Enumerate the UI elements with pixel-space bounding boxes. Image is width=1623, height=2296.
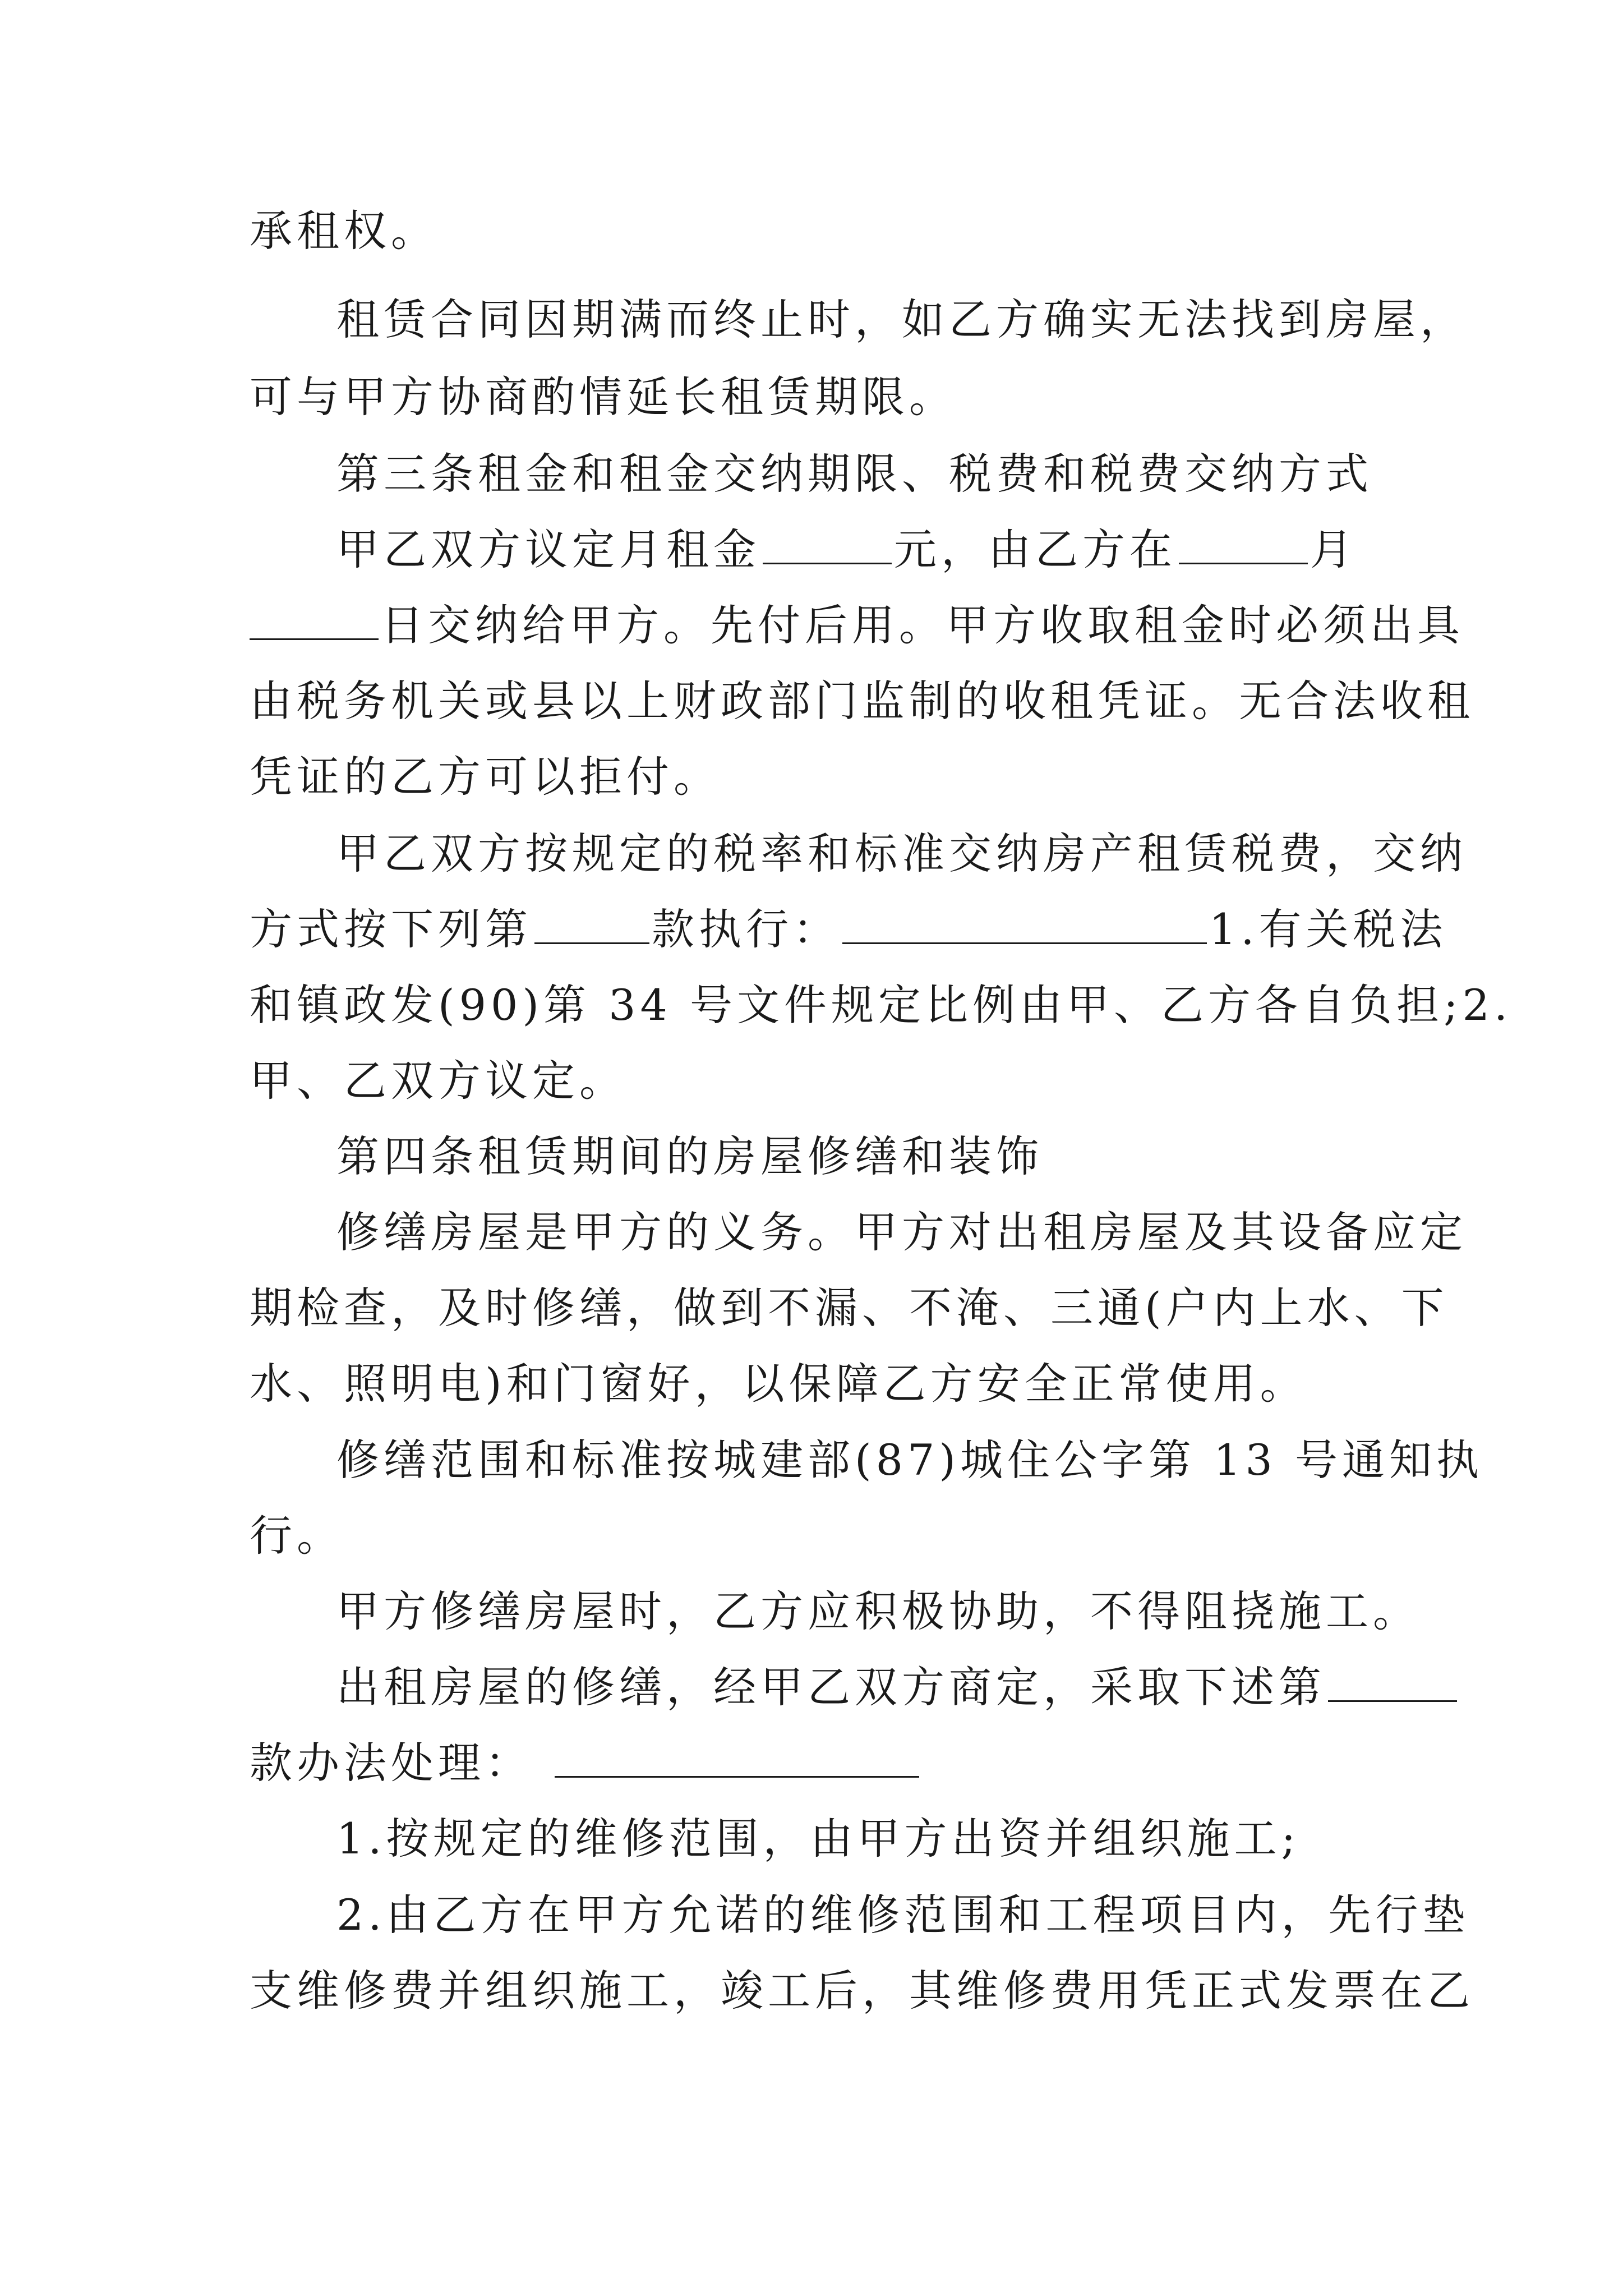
text-line: 水、照明电)和门窗好，以保障乙方安全正常使用。 (250, 1359, 1307, 1409)
clause-detail-blank (842, 903, 1207, 944)
rent-text: 日交纳给甲方。先付后用。甲方收取租金时必须出具 (381, 600, 1464, 650)
text-line: 和镇政发(90)第 34 号文件规定比例由甲、乙方各自负担;2. (250, 980, 1513, 1030)
text-line: 凭证的乙方可以拒付。 (250, 752, 721, 802)
paragraph-line: 修缮范围和标准按城建部(87)城住公字第 13 号通知执 (336, 1435, 1484, 1485)
rent-text: 甲乙双方议定月租金 (336, 524, 760, 574)
tax-text: 1.有关税法 (1209, 904, 1447, 954)
repair-clause-blank (1328, 1661, 1457, 1702)
text-line: 由税务机关或县以上财政部门监制的收租凭证。无合法收租 (250, 676, 1474, 726)
paragraph-line (336, 522, 1399, 578)
text-line: 可与甲方协商酌情延长租赁期限。 (250, 372, 956, 422)
month-blank (1179, 523, 1308, 564)
clause-number-blank (534, 903, 649, 944)
tax-text: 款执行： (652, 904, 840, 954)
paragraph-line: 修缮房屋是甲方的义务。甲方对出租房屋及其设备应定 (336, 1207, 1467, 1257)
article-heading: 第四条租赁期间的房屋修缮和装饰 (336, 1131, 1043, 1181)
rent-text: 月 (1310, 524, 1357, 574)
repair-text: 出租房屋的修缮，经甲乙双方商定，采取下述第 (336, 1662, 1326, 1712)
paragraph-line: 租赁合同因期满而终止时，如乙方确实无法找到房屋， (336, 295, 1467, 344)
text-line: 支维修费并组织施工，竣工后，其维修费用凭正式发票在乙 (250, 1966, 1474, 2016)
repair-method-blank (555, 1737, 919, 1778)
paragraph-line (336, 1659, 1399, 1715)
rent-amount-blank (763, 523, 892, 564)
paragraph-line: 甲方修缮房屋时，乙方应积极协助，不得阻挠施工。 (336, 1586, 1420, 1636)
list-item: 2.由乙方在甲方允诺的维修范围和工程项目内，先行垫 (336, 1890, 1470, 1940)
day-blank (250, 599, 379, 640)
text-line: 甲、乙双方议定。 (250, 1056, 626, 1106)
text-line (250, 901, 1447, 958)
repair-text: 款办法处理： (250, 1738, 532, 1788)
list-item: 1.按规定的维修范围，由甲方出资并组织施工; (336, 1814, 1301, 1864)
paragraph-line: 甲乙双方按规定的税率和标准交纳房产租赁税费，交纳 (336, 829, 1467, 878)
rent-text: 元，由乙方在 (894, 524, 1177, 574)
text-line: 行。 (250, 1511, 344, 1561)
article-heading: 第三条租金和租金交纳期限、税费和税费交纳方式 (336, 449, 1373, 499)
tax-text: 方式按下列第 (250, 904, 532, 954)
text-line (250, 597, 1464, 654)
text-line: 期检查，及时修缮，做到不漏、不淹、三通(户内上水、下 (250, 1283, 1449, 1333)
text-line: 承租权。 (250, 206, 438, 256)
text-line (250, 1735, 1399, 1791)
